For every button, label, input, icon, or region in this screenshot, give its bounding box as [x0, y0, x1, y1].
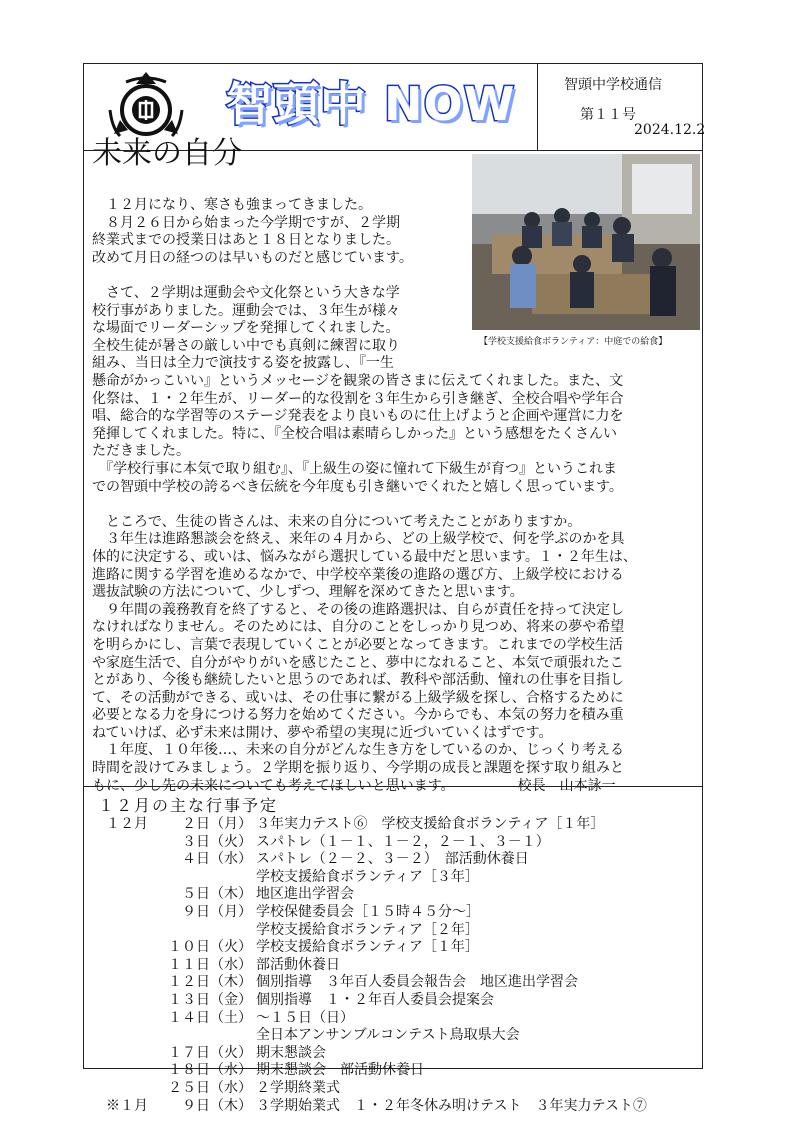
article-body: [92, 373, 637, 795]
article-body-top: [92, 197, 413, 373]
schedule-day: ９日（月）: [182, 904, 252, 920]
lunch-photo: [472, 154, 700, 330]
schedule-day: １２日（木）: [168, 974, 252, 991]
schedule-month: ※１月: [106, 1097, 148, 1114]
article-line: 懸命がかっこいい』というメッセージを観衆の皆さまに伝えてくれました。また、文: [92, 373, 624, 389]
schedule-text: 期末懇談会: [256, 1044, 326, 1061]
article-line: １年度、１０年後…、未来の自分がどんな生き方をしているのか、じっくり考える: [92, 742, 624, 759]
article-line: 改めて月日の経つのは早いものだと感じています。: [92, 249, 413, 266]
article-line: 進路に関する学習を進めるなかで、中学校卒業後の進路の選び方、上級学校における: [92, 566, 624, 583]
article-line: 選抜試験の方法について、少しずつ、理解を深めてきたと思います。: [92, 584, 524, 601]
schedule-text: スパトレ（１－１、１－２，２－１、３－１）: [256, 833, 550, 850]
schedule-text: ２学期終業式: [256, 1080, 340, 1096]
event-schedule: [84, 786, 702, 1114]
issue-date: 2024.12.2: [634, 122, 706, 138]
issue-number: 第１１号: [580, 107, 636, 123]
article-line: ８月２６日から始まった今学期ですが、２学期: [92, 214, 400, 231]
article-line: 必要となる力を身につける努力を始めてください。今からでも、本気の努力を積み重: [92, 707, 624, 724]
schedule-text: スパトレ（２－２、３－２） 部活動休養日: [256, 851, 529, 868]
article-line: もに、少し先の未来についても考えてほしいと思います。 校長 山本詠一: [92, 777, 616, 794]
schedule-text: 個別指導 ３年百人委員会報告会 地区進出学習会: [256, 974, 578, 991]
article-line: や家庭生活で、自分がやりがいを感じたこと、夢中になれること、本気で頑張れたこ: [92, 654, 624, 671]
schedule-day: １７日（火）: [168, 1044, 252, 1061]
schedule-month: １２月: [106, 816, 148, 832]
article-line: て、その活動ができる、或いは、その仕事に繋がる上級学級を探し、合格するために: [92, 689, 624, 706]
schedule-day: １３日（金）: [168, 992, 252, 1008]
schedule-day: １４日（土）: [168, 1009, 252, 1026]
schedule-title: １２月の主な行事予定: [98, 796, 279, 815]
article-line: 校行事がありました。運動会では、３年生が様々: [92, 302, 400, 319]
schedule-day: ２日（月）: [182, 816, 252, 832]
schedule-text: 部活動休養日: [256, 956, 340, 973]
article-line: 組み、当日は全力で演技する姿を披露し、『一生: [92, 355, 394, 372]
schedule-text: ３学期始業式 １・２年冬休み明けテスト ３年実力テスト⑦: [256, 1097, 647, 1114]
issue-info: [538, 64, 706, 150]
schedule-day: ２５日（水）: [168, 1080, 252, 1096]
schedule-text: 学校支援給食ボランティア［１年］: [256, 939, 479, 956]
schedule-text: 学校保健委員会［１５時４５分～］: [256, 904, 480, 920]
article-line: 『学校行事に本気で取り組む』、『上級生の姿に憧れて下級生が育つ』というこれま: [92, 460, 617, 477]
schedule-day: ３日（火）: [182, 833, 252, 850]
article-line: 化祭は、１・２年生が、リーダー的な役割を３年生から引き継ぎ、全校合唱や学年合: [92, 390, 624, 407]
schedule-text: 学校支援給食ボランティア［３年］: [256, 868, 479, 885]
schedule-day: ４日（水）: [182, 851, 252, 868]
photo-caption: 【学校支援給食ボランティア：中庭での給食】: [479, 337, 668, 347]
article-line: な場面でリーダーシップを発揮してくれました。: [92, 320, 400, 337]
schedule-text: 地区進出学習会: [256, 886, 354, 903]
newsletter-name: 智頭中学校通信: [564, 77, 662, 93]
article-line: １２月になり、寒さも強まってきました。: [92, 197, 372, 213]
schedule-text: 学校支援給食ボランティア［２年］: [256, 921, 479, 938]
schedule-day: １８日（水）: [168, 1062, 252, 1079]
schedule-text: ３年実力テスト⑥ 学校支援給食ボランティア［１年］: [256, 816, 605, 832]
article-line: とがあり、今後も継続したいと思うのであれば、教科や部活動、憧れの仕事を目指し: [92, 672, 624, 689]
schedule-text: 全日本アンサンブルコンテスト鳥取県大会: [256, 1027, 520, 1044]
schedule-day: １１日（水）: [168, 956, 252, 973]
article-line: 体的に決定する、或いは、悩みながら選択している最中だと思います。１・２年生は、: [92, 548, 637, 565]
masthead-title: 智頭中 NOW: [226, 77, 516, 131]
article-line: なければなりません。そのためには、自分のことをしっかり見つめ、将来の夢や希望: [92, 619, 625, 636]
article-line: を明らかにし、言葉で表現していくことが必要となってきます。これまでの学校生活: [92, 636, 623, 653]
article-line: 発揮してくれました。特に、『全校合唱は素晴らしかった』という感想をたくさんい: [92, 425, 617, 442]
schedule-text: 個別指導 １・２年百人委員会提案会: [256, 992, 494, 1008]
schedule-day: １０日（火）: [168, 939, 252, 956]
article-line: 全校生徒が暑さの厳しい中でも真剣に練習に取り: [92, 337, 400, 354]
article-line: 唱、総合的な学習等のステージ発表をより良いものに仕上げようと企画や運営に力を: [92, 408, 624, 425]
article-line: [92, 496, 637, 514]
schedule-text: ～１５日（日）: [256, 1009, 354, 1026]
article-line: ９年間の義務教育を終了すると、その後の進路選択は、自らが責任を持って決定し: [92, 601, 624, 618]
article-line: ３年生は進路懇談会を終え、来年の４月から、どの上級学校で、何を学ぶのかを具: [92, 531, 625, 548]
article-line: 終業式までの授業日はあと１８日となりました。: [92, 232, 400, 249]
schedule-day: ５日（木）: [182, 886, 252, 903]
article-line: ねていけば、必ず未来は開け、夢や希望の実現に近づいていくはずです。: [92, 724, 553, 741]
article-line: ところで、生徒の皆さんは、未来の自分について考えたことがありますか。: [92, 513, 582, 530]
article-line: 時間を設けてみましょう。２学期を振り返り、今学期の成長と課題を探す取り組みと: [92, 760, 624, 777]
article-line: ただきました。: [92, 443, 190, 460]
article-line: での智頭中学校の誇るべき伝統を今年度も引き継いでくれたと嬉しく思っています。: [92, 478, 623, 495]
article-line: さて、２学期は運動会や文化祭という大きな学: [92, 284, 400, 301]
article-line: [92, 267, 413, 285]
schedule-day: ９日（木）: [182, 1097, 252, 1114]
article-title: 未来の自分: [92, 136, 242, 171]
schedule-text: 期末懇談会 部活動休養日: [256, 1062, 424, 1079]
newsletter-frame: [83, 63, 706, 1114]
